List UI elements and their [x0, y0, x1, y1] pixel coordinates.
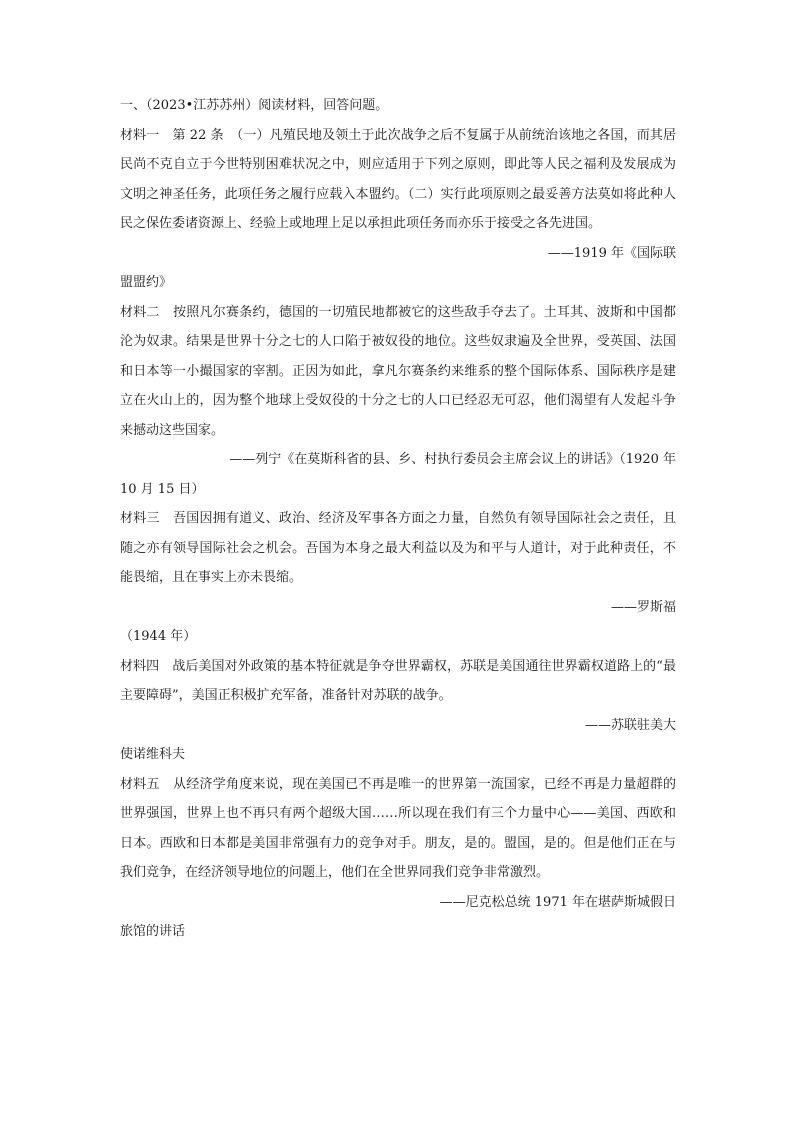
material-5-body: 材料五 从经济学角度来说，现在美国已不再是唯一的世界第一流国家，已经不再是力量超群的世界强国，世界上也不再只有两个超级大国……所以现在我们有三个力量中心——美国、西欧和日本。西欧和日本都是美国非常强有力的竞争对手。朋友，是的。盟国，是的。但是他们正在与我们竞争，在经济领导地位的问题上，他们在全世界同我们竞争非常激烈。 [120, 776, 676, 880]
material-2-source: ——列宁《在莫斯科省的县、乡、村执行委员会主席会议上的讲话》（1920 年 [229, 452, 676, 467]
question-text [120, 91, 676, 947]
question-heading: 一、（2023•江苏苏州）阅读材料，回答问题。 [120, 98, 389, 113]
material-2-body: 材料二 按照凡尔赛条约，德国的一切殖民地都被它的这些敌手夺去了。土耳其、波斯和中国都沦为奴隶。结果是世界十分之七的人口陷于被奴役的地位。这些奴隶遍及全世界，受英国、法国和日本等一小撮国家的宰割。正因为如此，拿凡尔赛条约来维系的整个国际体系、国际秩序是建立在火山上的，因为整个地球上受奴役的十分之七的人口已经忍无可忍，他们渴望有人发起斗争来撼动这些国家。 [120, 304, 676, 438]
material-3-source-continued: （1944 年） [120, 629, 197, 644]
material-4-source: ——苏联驻美大 [584, 717, 676, 733]
material-2-source-continued: 10 月 15 日） [120, 481, 205, 497]
material-3-body: 材料三 吾国因拥有道义、政治、经济及军事各方面之力量，自然负有领导国际社会之责任，且随之亦有领导国际社会之机会。吾国为本身之最大利益以及为和平与人道计，对于此种责任，不能畏缩，且在事实上亦未畏缩。 [120, 511, 676, 585]
material-1-source: ——1919 年《国际联 [547, 245, 676, 261]
material-5-source: ——尼克松总统 1971 年在堪萨斯城假日 [439, 894, 676, 910]
material-3-source: ——罗斯福 [610, 599, 676, 615]
material-4-source-continued: 使诺维科夫 [120, 747, 186, 762]
material-4-body: 材料四 战后美国对外政策的基本特征就是争夺世界霸权，苏联是美国通往世界霸权道路上的“最主要障碍”，美国正积极扩充军备，准备针对苏联的战争。 [120, 658, 676, 703]
material-1-body: 材料一 第 22 条 （一）凡殖民地及领土于此次战争之后不复属于从前统治该地之各国，而其居民尚不克自立于今世特别困难状况之中，则应适用于下列之原则，即此等人民之福利及发展成为文明之神圣任务，此项任务之履行应载入本盟约。（二）实行此项原则之最妥善方法莫如将此种人民之保佐委诸资源上、经验上或地理上足以承担此项任务而亦乐于接受之各先进国。 [120, 127, 676, 231]
material-1-source-continued: 盟盟约》 [120, 275, 173, 290]
material-5-source-continued: 旅馆的讲话 [120, 924, 186, 939]
